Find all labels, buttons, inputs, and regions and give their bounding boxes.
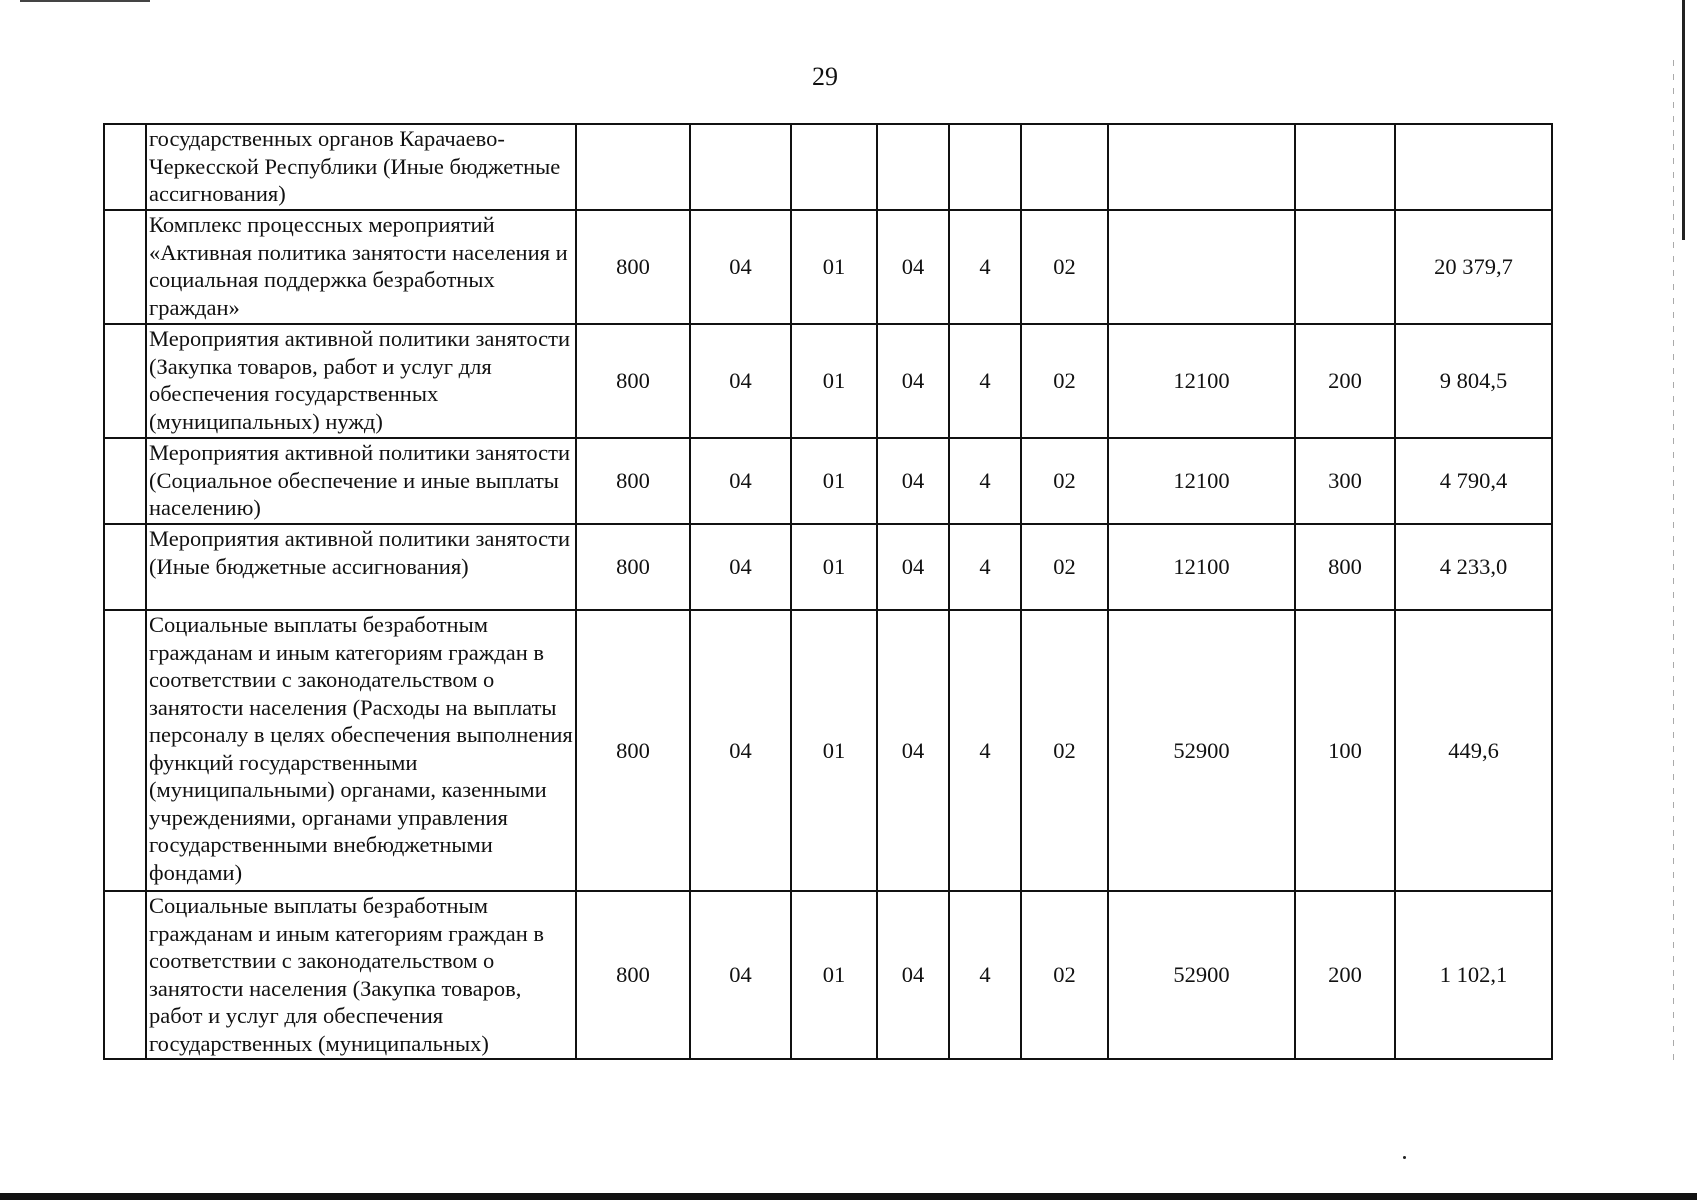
target-code-cell: 12100	[1108, 324, 1295, 438]
row-number-cell	[104, 124, 146, 210]
admin-code-cell: 800	[576, 610, 690, 891]
row-number-cell	[104, 438, 146, 524]
scan-speck	[1403, 1156, 1406, 1159]
description-cell: Мероприятия активной политики занятости (Закупка товаров, работ и услуг для обеспечения государственных (муниципальных) нужд)	[146, 324, 576, 438]
table-row	[104, 524, 1552, 610]
section-code-cell	[690, 124, 791, 210]
expense-type-cell	[1295, 210, 1395, 324]
structural-code-cell: 02	[1021, 524, 1108, 610]
admin-code-cell: 800	[576, 524, 690, 610]
admin-code-cell: 800	[576, 324, 690, 438]
amount-cell: 4 790,4	[1395, 438, 1552, 524]
subsection-code-cell: 01	[791, 610, 877, 891]
target-code-cell: 52900	[1108, 610, 1295, 891]
target-code-cell: 12100	[1108, 524, 1295, 610]
table-row	[104, 324, 1552, 438]
admin-code-cell	[576, 124, 690, 210]
expense-type-cell: 300	[1295, 438, 1395, 524]
direction-code-cell: 4	[949, 438, 1021, 524]
top-edge-rule	[20, 0, 150, 2]
row-number-cell	[104, 324, 146, 438]
table-row	[104, 891, 1552, 1059]
expense-type-cell: 200	[1295, 891, 1395, 1059]
structural-code-cell: 02	[1021, 324, 1108, 438]
row-number-cell	[104, 610, 146, 891]
amount-cell: 20 379,7	[1395, 210, 1552, 324]
program-code-cell: 04	[877, 610, 949, 891]
section-code-cell: 04	[690, 610, 791, 891]
section-code-cell: 04	[690, 891, 791, 1059]
description-cell: Социальные выплаты безработным гражданам и иным категориям граждан в соответствии с законодательством о занятости населения (Закупка товаров, работ и услуг для обеспечения государственных (муниципальных)	[146, 891, 576, 1059]
section-code-cell: 04	[690, 524, 791, 610]
direction-code-cell: 4	[949, 891, 1021, 1059]
table-row	[104, 610, 1552, 891]
program-code-cell: 04	[877, 210, 949, 324]
section-code-cell: 04	[690, 324, 791, 438]
description-cell: Мероприятия активной политики занятости (Социальное обеспечение и иные выплаты населению)	[146, 438, 576, 524]
scan-right-edge	[1682, 0, 1685, 240]
budget-table	[103, 123, 1553, 1060]
expense-type-cell	[1295, 124, 1395, 210]
program-code-cell: 04	[877, 324, 949, 438]
table-row	[104, 124, 1552, 210]
target-code-cell	[1108, 124, 1295, 210]
amount-cell: 449,6	[1395, 610, 1552, 891]
admin-code-cell: 800	[576, 438, 690, 524]
expense-type-cell: 100	[1295, 610, 1395, 891]
scan-right-edge-faint	[1673, 60, 1674, 1060]
direction-code-cell: 4	[949, 324, 1021, 438]
structural-code-cell	[1021, 124, 1108, 210]
program-code-cell: 04	[877, 438, 949, 524]
row-number-cell	[104, 210, 146, 324]
direction-code-cell: 4	[949, 610, 1021, 891]
subsection-code-cell: 01	[791, 324, 877, 438]
scan-bottom-edge	[0, 1193, 1697, 1200]
subsection-code-cell	[791, 124, 877, 210]
program-code-cell: 04	[877, 524, 949, 610]
expense-type-cell: 200	[1295, 324, 1395, 438]
page-number: 29	[812, 62, 838, 91]
row-number-cell	[104, 524, 146, 610]
row-number-cell	[104, 891, 146, 1059]
amount-cell: 9 804,5	[1395, 324, 1552, 438]
subsection-code-cell: 01	[791, 524, 877, 610]
description-cell: Мероприятия активной политики занятости (Иные бюджетные ассигнования)	[146, 524, 576, 610]
amount-cell: 1 102,1	[1395, 891, 1552, 1059]
admin-code-cell: 800	[576, 891, 690, 1059]
section-code-cell: 04	[690, 438, 791, 524]
description-cell: Социальные выплаты безработным гражданам и иным категориям граждан в соответствии с законодательством о занятости населения (Расходы на выплаты персоналу в целях обеспечения выполнения функций государственными (муниципальными) органами, казенными учреждениями, органами управления государственными внебюджетными фондами)	[146, 610, 576, 891]
admin-code-cell: 800	[576, 210, 690, 324]
table-row	[104, 210, 1552, 324]
target-code-cell: 12100	[1108, 438, 1295, 524]
subsection-code-cell: 01	[791, 891, 877, 1059]
structural-code-cell: 02	[1021, 210, 1108, 324]
target-code-cell	[1108, 210, 1295, 324]
description-cell: государственных органов Карачаево-Черкесской Республики (Иные бюджетные ассигнования)	[146, 124, 576, 210]
section-code-cell: 04	[690, 210, 791, 324]
structural-code-cell: 02	[1021, 891, 1108, 1059]
structural-code-cell: 02	[1021, 438, 1108, 524]
program-code-cell	[877, 124, 949, 210]
direction-code-cell	[949, 124, 1021, 210]
table-row	[104, 438, 1552, 524]
subsection-code-cell: 01	[791, 210, 877, 324]
description-cell: Комплекс процессных мероприятий «Активная политика занятости населения и социальная поддержка безработных граждан»	[146, 210, 576, 324]
structural-code-cell: 02	[1021, 610, 1108, 891]
direction-code-cell: 4	[949, 524, 1021, 610]
program-code-cell: 04	[877, 891, 949, 1059]
amount-cell	[1395, 124, 1552, 210]
direction-code-cell: 4	[949, 210, 1021, 324]
amount-cell: 4 233,0	[1395, 524, 1552, 610]
subsection-code-cell: 01	[791, 438, 877, 524]
target-code-cell: 52900	[1108, 891, 1295, 1059]
expense-type-cell: 800	[1295, 524, 1395, 610]
